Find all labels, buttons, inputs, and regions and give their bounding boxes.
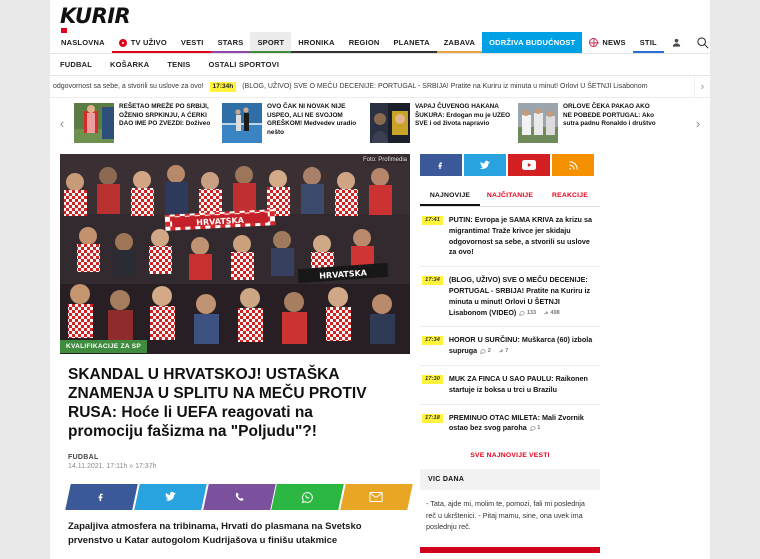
- nav-item-zabava[interactable]: [437, 32, 482, 53]
- list-item[interactable]: [420, 207, 600, 267]
- subnav-item-kosarka[interactable]: KOŠARKA: [110, 60, 150, 69]
- joke-of-the-day-box: [420, 469, 600, 543]
- whatsapp-icon: [301, 490, 314, 503]
- tab-najnovije[interactable]: NAJNOVIJE: [420, 186, 480, 206]
- carousel-next-icon[interactable]: ›: [695, 115, 701, 131]
- nav-item-planeta[interactable]: [386, 32, 436, 53]
- nav-underline: [211, 51, 251, 53]
- news-title: [449, 275, 598, 318]
- social-facebook-button[interactable]: [420, 154, 462, 176]
- main-column: [50, 154, 410, 553]
- nav-item-region[interactable]: [342, 32, 387, 53]
- nav-item-odrziva-buducnost[interactable]: [482, 32, 582, 53]
- share-count: 7: [498, 347, 509, 355]
- all-news-link[interactable]: SVE NAJNOVIJE VESTI: [470, 452, 550, 460]
- tab-reakcije[interactable]: REAKCIJE: [552, 192, 588, 199]
- subnav-item-fudbal[interactable]: FUDBAL: [60, 60, 93, 69]
- nav-underline: [250, 51, 291, 53]
- news-title: [449, 413, 598, 435]
- sub-navigation: [50, 54, 710, 76]
- nav-underline: [54, 51, 112, 53]
- nav-label: STIL: [639, 38, 657, 47]
- carousel-card-title: ORLOVE ČEKA PAKAO AKO NE POBEDE PORTUGAL: Ako sutra padnu Ronaldo i društvo: [563, 103, 656, 128]
- comment-icon: [519, 310, 525, 316]
- nav-label: ODRŽIVA BUDUĆNOST: [489, 38, 576, 47]
- social-follow-bar: [420, 154, 600, 176]
- news-counts: [480, 347, 508, 355]
- nav-label: VESTI: [180, 38, 204, 47]
- comment-count: 133: [519, 309, 536, 317]
- nav-label: HRONIKA: [298, 38, 335, 47]
- news-title: PUTIN: Evropa je SAMA KRIVA za krizu sa migrantima! Traže krivce jer skidaju odgovornost sa sebe, a stvorili su uslove za ovo!: [448, 215, 592, 257]
- twitter-icon: [479, 160, 491, 171]
- list-item[interactable]: [420, 405, 600, 443]
- twitter-icon: [164, 491, 177, 503]
- main-navigation: [50, 32, 710, 54]
- sidebar-tabs: [420, 186, 600, 207]
- article-headline-box: [60, 354, 405, 446]
- facebook-icon: [97, 490, 106, 504]
- news-counts: [519, 309, 559, 317]
- news-title: MUK ZA FINCA U SAO PAULU: Raikonen startuje iz boksa u trci u Brazilu: [448, 373, 588, 394]
- comment-icon: [480, 348, 486, 354]
- share-viber-button[interactable]: [203, 484, 275, 510]
- logo-row: [50, 0, 710, 32]
- news-title-text: PREMINUO OTAC MILETA: Mali Zvornik ostao bez svog paroha: [448, 412, 584, 433]
- news-title-text: (BLOG, UŽIVO) SVE O MEČU DECENIJE: PORTUGAL - SRBIJA! Pratite na Kuriru iz minuta u minut! Orlovi U ŠETNJI Lisabonom (VIDEO): [448, 275, 591, 317]
- share-count: 498: [543, 309, 560, 317]
- site-logo[interactable]: [60, 3, 131, 28]
- nav-label: TV UŽIVO: [130, 38, 167, 47]
- subnav-item-tenis[interactable]: TENIS: [167, 60, 191, 69]
- user-account-icon[interactable]: [664, 32, 689, 53]
- ticker-time-badge: 17:34h: [210, 82, 237, 92]
- news-time: 17:18: [422, 414, 443, 423]
- news-time: 17:41: [422, 216, 443, 225]
- list-item[interactable]: [420, 366, 600, 405]
- nav-label: NEWS: [602, 38, 626, 47]
- ticker-prev-text[interactable]: odgovornost sa sebe, a stvorili su uslove za ovo!: [53, 83, 204, 90]
- site-shell: [50, 0, 710, 559]
- nav-label: SPORT: [257, 38, 285, 47]
- joke-text: - Tata, ajde mi, molim te, pomozi, fali mi poslednja reč u ukrštenici. - Pitaj mamu, sine, ona uvek ima poslednju reč.: [420, 490, 600, 543]
- social-rss-button[interactable]: [552, 154, 594, 176]
- social-youtube-button[interactable]: [508, 154, 550, 176]
- sidebar-red-divider: [420, 547, 600, 553]
- carousel-track: [74, 103, 686, 143]
- news-time: 17:34: [422, 336, 443, 345]
- share-arrow-icon: [498, 348, 504, 354]
- news-ticker: [50, 76, 710, 98]
- carousel-card-title: VAPAJ ČUVENOG HAKANA ŠUKURA: Erdogan mu je UZEO SVE i od života napravio: [415, 103, 511, 128]
- nav-underline: [386, 51, 436, 53]
- live-dot-icon: [119, 39, 127, 47]
- headline-caps: SKANDAL U HRVATSKOJ! USTAŠKA ZNAMENJA U SPLITU NA MEČU PROTIV RUSA:: [68, 366, 367, 421]
- nav-underline: [112, 51, 174, 53]
- rss-icon: [568, 160, 579, 171]
- news-time: 17:30: [422, 375, 443, 384]
- tab-najcitanije[interactable]: NAJČITANIJE: [486, 192, 534, 199]
- nav-item-vesti[interactable]: [174, 32, 211, 53]
- comment-icon: [530, 425, 536, 431]
- sidebar: [420, 154, 600, 553]
- nav-underline: [633, 51, 664, 53]
- site-logo-text: KURIR: [60, 3, 131, 28]
- carousel-card[interactable]: [518, 103, 660, 143]
- nav-underline: [291, 51, 341, 53]
- share-facebook-button[interactable]: [65, 484, 137, 510]
- share-email-button[interactable]: [340, 484, 412, 510]
- comment-count: 1: [530, 424, 541, 432]
- carousel-card-title: OVO ČAK NI NOVAK NIJE USPEO, ALI NE SVOJOM GREŠKOM! Medvedev uradio nešto: [267, 103, 357, 136]
- comment-count: 2: [480, 347, 491, 355]
- croatian-fans-crowd-image: [60, 154, 410, 354]
- headline-rest: Hoće li UEFA reagovati na promociju fašizma na "Poljudu"?!: [68, 403, 317, 440]
- carousel-thumbnail: [370, 103, 410, 143]
- share-whatsapp-button[interactable]: [272, 484, 344, 510]
- subnav-item-ostali-sportovi[interactable]: OSTALI SPORTOVI: [208, 60, 280, 69]
- article-hero-image[interactable]: [60, 154, 410, 354]
- nav-underline: [174, 51, 211, 53]
- sidebar-news-list: [420, 207, 600, 442]
- carousel-prev-icon[interactable]: ‹: [59, 115, 65, 131]
- news-time: 17:34: [422, 276, 443, 285]
- nav-item-stil[interactable]: [633, 32, 664, 53]
- nav-label: ZABAVA: [443, 38, 476, 47]
- joke-title: VIC DANA: [428, 476, 465, 484]
- share-twitter-button[interactable]: [134, 484, 206, 510]
- news-counts: [530, 424, 541, 432]
- top-stories-carousel: [50, 98, 710, 148]
- nav-item-tv-uzivo[interactable]: [112, 32, 174, 53]
- search-icon[interactable]: [689, 32, 716, 53]
- ticker-text[interactable]: (BLOG, UŽIVO) SVE O MEČU DECENIJE: PORTUGAL - SRBIJA! Pratite na Kuriru iz minuta u minut! Orlovi U ŠETNJI Lisabonom: [242, 83, 648, 90]
- nav-item-stars[interactable]: [211, 32, 251, 53]
- article-meta: [60, 446, 410, 470]
- nav-label: PLANETA: [393, 38, 430, 47]
- article-category[interactable]: FUDBAL: [68, 453, 99, 461]
- nav-label: NASLOVNA: [61, 38, 105, 47]
- content-area: [50, 148, 710, 553]
- nav-item-sport[interactable]: [250, 32, 291, 53]
- facebook-icon: [437, 159, 445, 172]
- youtube-icon: [522, 160, 536, 170]
- article-category-badge[interactable]: KVALIFIKACIJE ZA SP: [60, 340, 147, 353]
- svg-text:HRVATSKA: HRVATSKA: [319, 268, 368, 281]
- carousel-card[interactable]: [370, 103, 512, 143]
- nav-underline: [342, 51, 387, 53]
- nav-underline: [437, 51, 482, 53]
- news-title-text: HOROR U SURČINU: Muškarca (60) izbola supruga: [448, 335, 593, 356]
- social-twitter-button[interactable]: [464, 154, 506, 176]
- nav-item-news[interactable]: [582, 32, 632, 53]
- carousel-thumbnail: [222, 103, 262, 143]
- nav-label: STARS: [217, 38, 244, 47]
- list-item[interactable]: [420, 267, 600, 327]
- carousel-thumbnail: [74, 103, 114, 143]
- article-date: 14.11.2021. 17:11h » 17:37h: [68, 462, 157, 470]
- nav-item-naslovna[interactable]: [54, 32, 112, 53]
- share-bar: [68, 484, 410, 510]
- carousel-thumbnail: [518, 103, 558, 143]
- carousel-card[interactable]: [222, 103, 364, 143]
- nav-item-hronika[interactable]: [291, 32, 341, 53]
- viber-icon: [233, 491, 244, 503]
- carousel-card-title: REŠETAO MREŽE PO SRBIJI, OŽENIO SRPKINJU, A ĆERKI DAO IME PO ZVEZDI: Doživeo: [119, 103, 211, 128]
- page-title: [68, 366, 389, 442]
- nav-label: REGION: [348, 38, 380, 47]
- carousel-card[interactable]: [74, 103, 216, 143]
- news-title: [449, 335, 598, 357]
- svg-text:HRVATSKA: HRVATSKA: [196, 215, 245, 228]
- photo-credit: Foto: Profimedia: [362, 157, 407, 163]
- share-arrow-icon: [543, 310, 549, 316]
- article-lead: Zapaljiva atmosfera na tribinama, Hrvati do plasmana na Svetsko prvenstvo u Katar autogolom Kudrijašova u finišu utakmice: [68, 520, 362, 547]
- email-icon: [370, 492, 384, 502]
- list-item[interactable]: [420, 327, 600, 366]
- ticker-next-button[interactable]: ›: [694, 76, 710, 97]
- globe-icon: [589, 38, 598, 47]
